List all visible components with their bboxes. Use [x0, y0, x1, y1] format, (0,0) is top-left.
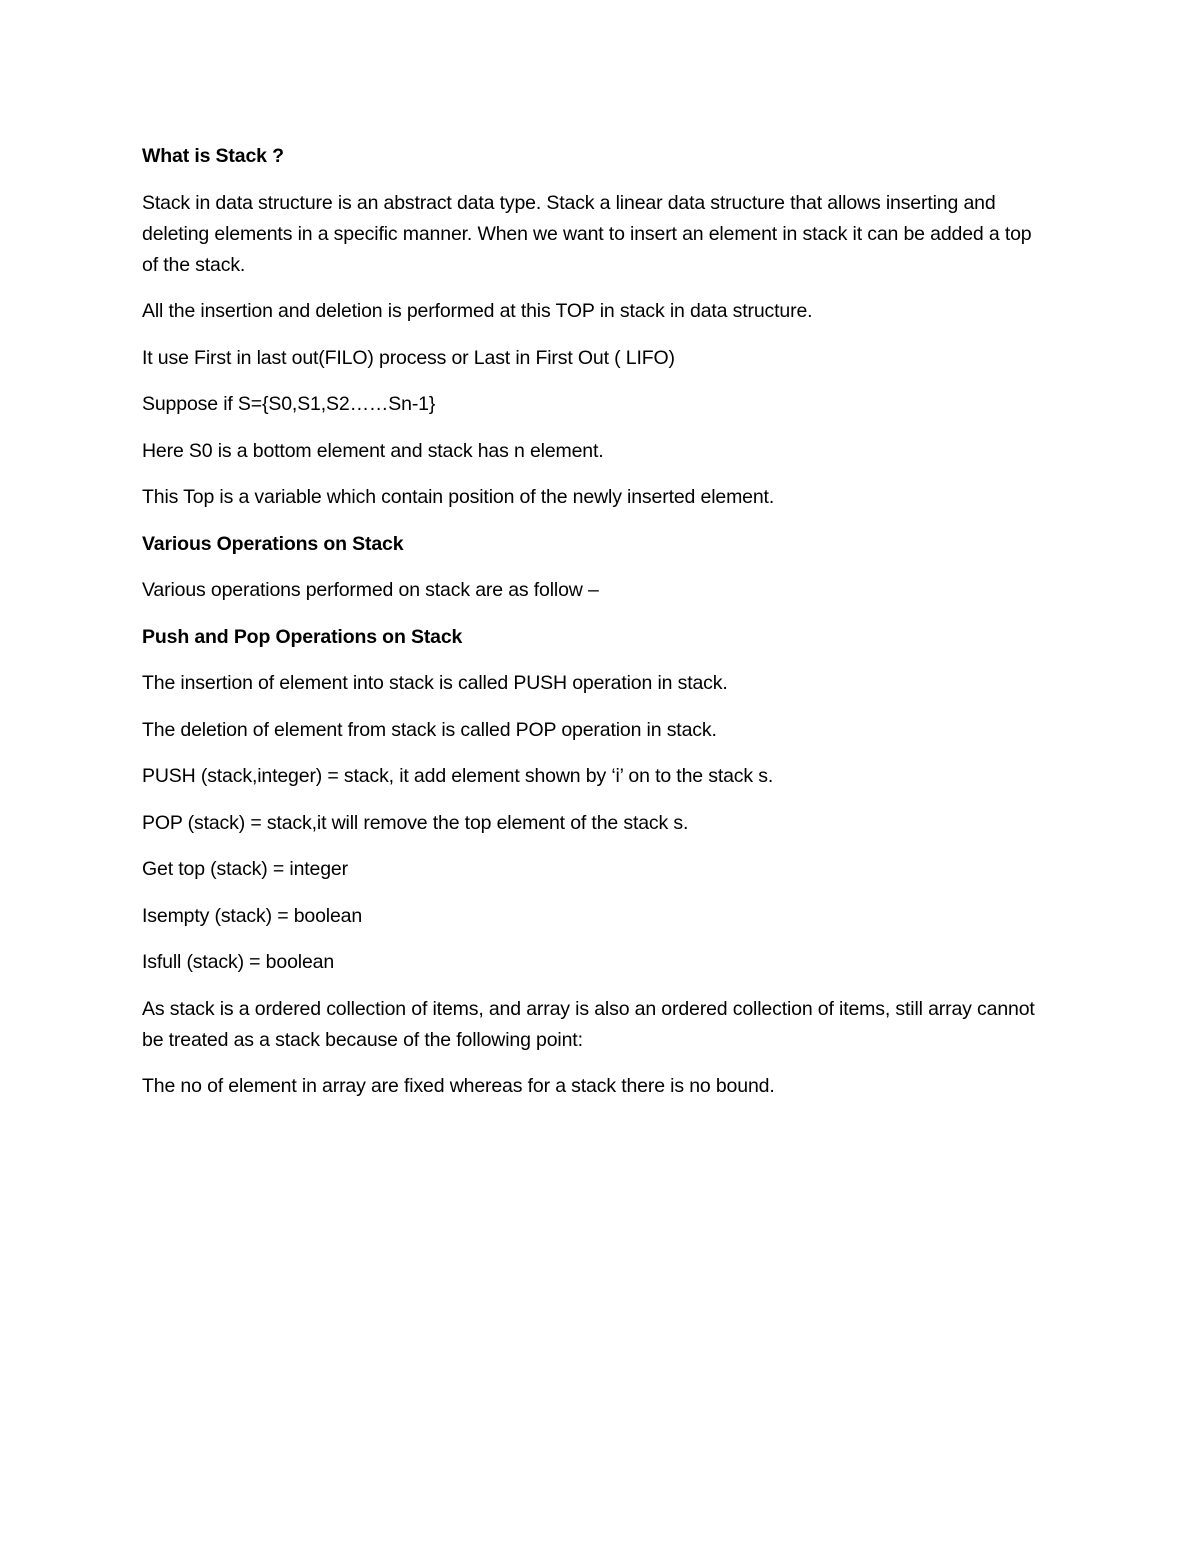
paragraph-pop-definition: The deletion of element from stack is called POP operation in stack.: [142, 718, 717, 741]
paragraph-get-top: Get top (stack) = integer: [142, 858, 348, 880]
heading-various-operations: Various Operations on Stack: [142, 532, 404, 555]
paragraph-no-bound: The no of element in array are fixed whereas for a stack there is no bound.: [142, 1075, 775, 1097]
paragraph-operations-intro: Various operations performed on stack are as follow –: [142, 579, 599, 601]
paragraph-pop-signature: POP (stack) = stack,it will remove the top element of the stack s.: [142, 811, 689, 834]
paragraph-bottom-element: Here S0 is a bottom element and stack has n element.: [142, 439, 604, 462]
document-body: [142, 141, 1042, 1118]
paragraph-isempty: Isempty (stack) = boolean: [142, 904, 363, 927]
paragraph-insertion-deletion: All the insertion and deletion is performed at this TOP in stack in data structure.: [142, 300, 813, 322]
paragraph-isfull: Isfull (stack) = boolean: [142, 951, 335, 973]
paragraph-filo-lifo: It use First in last out(FILO) process or Last in First Out ( LIFO): [142, 346, 675, 369]
paragraph-array-vs-stack: As stack is a ordered collection of items, and array is also an ordered collection of items, still array cannot be treated as a stack because of the following point:: [142, 997, 1035, 1051]
paragraph-top-variable: This Top is a variable which contain position of the newly inserted element.: [142, 486, 775, 508]
paragraph-stack-definition: Stack in data structure is an abstract data type. Stack a linear data structure that allows inserting and deleting elements in a specific manner. When we want to insert an element in stack it can be added a top of the stack.: [142, 191, 1032, 276]
paragraph-suppose-set: Suppose if S={S0,S1,S2……Sn-1}: [142, 393, 436, 415]
heading-push-pop: Push and Pop Operations on Stack: [142, 625, 463, 648]
paragraph-push-signature: PUSH (stack,integer) = stack, it add element shown by ‘i’ on to the stack s.: [142, 765, 774, 787]
paragraph-push-definition: The insertion of element into stack is called PUSH operation in stack.: [142, 672, 728, 694]
heading-what-is-stack: What is Stack ?: [142, 145, 284, 167]
